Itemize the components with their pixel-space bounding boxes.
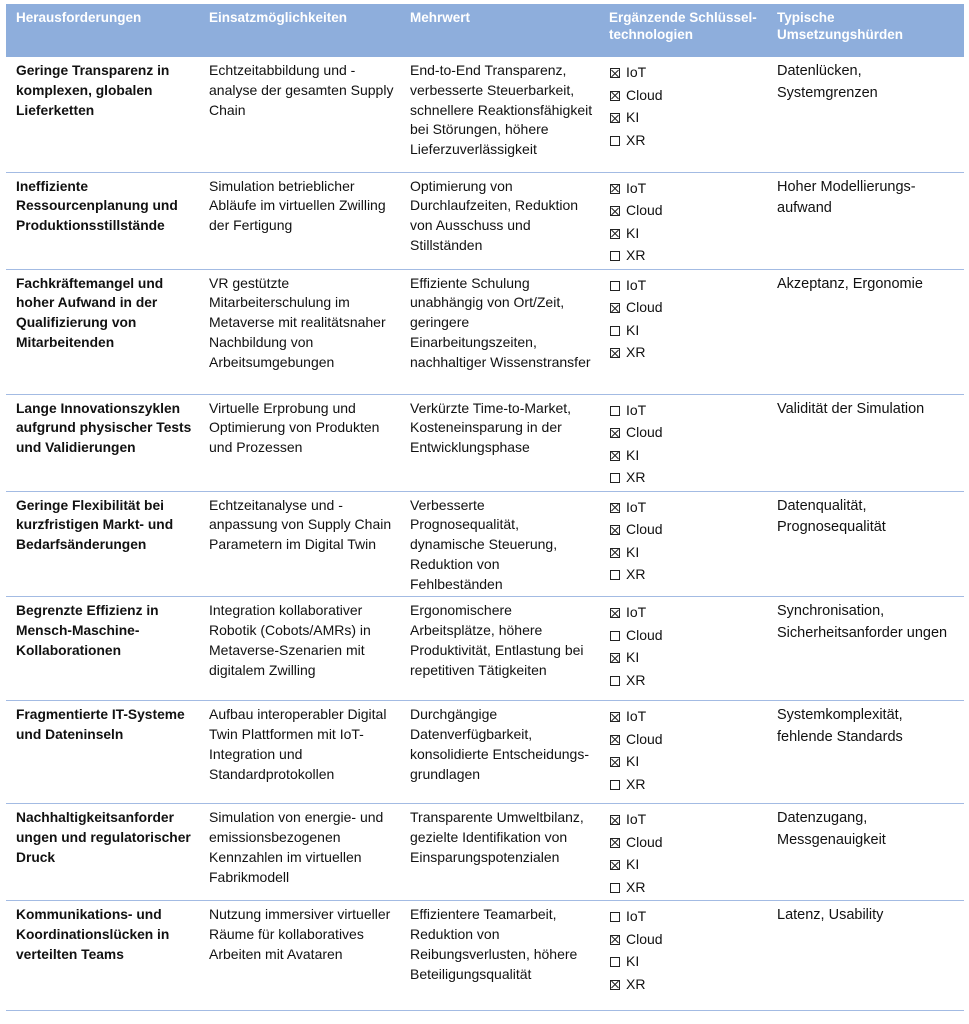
- technology-cell: [599, 701, 767, 804]
- technology-item: [609, 808, 761, 831]
- empty-checkbox-icon: [610, 136, 620, 146]
- technology-item: [609, 518, 761, 541]
- technology-label: Cloud: [626, 833, 663, 850]
- checked-checkbox-icon: [610, 653, 620, 663]
- technology-cell: [599, 491, 767, 597]
- technology-label: Cloud: [626, 730, 663, 747]
- header-challenges: Herausforderungen: [6, 4, 199, 57]
- technology-cell: [599, 57, 767, 172]
- technology-item: [609, 222, 761, 245]
- added-value-cell: Optimierung von Durchlaufzeiten, Reduktion von Ausschuss und Stillständen: [400, 172, 599, 269]
- checked-checkbox-icon: [610, 428, 620, 438]
- empty-checkbox-icon: [610, 912, 620, 922]
- hurdles-cell: Latenz, Usability: [767, 901, 964, 1011]
- technology-item: [609, 541, 761, 564]
- checked-checkbox-icon: [610, 935, 620, 945]
- use-case-cell: Aufbau interoperabler Digital Twin Plattformen mit IoT-Integration und Standardprotokollen: [199, 701, 400, 804]
- technology-label: KI: [626, 543, 640, 560]
- technology-label: XR: [626, 131, 646, 148]
- challenge-cell: Begrenzte Effizienz in Mensch-Maschine-Kollaborationen: [6, 597, 199, 701]
- technology-item: [609, 876, 761, 899]
- checked-checkbox-icon: [610, 91, 620, 101]
- technology-label: XR: [626, 975, 646, 992]
- technology-item: [609, 928, 761, 951]
- checked-checkbox-icon: [610, 980, 620, 990]
- use-case-cell: Simulation betrieblicher Abläufe im virtuellen Zwilling der Fertigung: [199, 172, 400, 269]
- empty-checkbox-icon: [610, 473, 620, 483]
- empty-checkbox-icon: [610, 780, 620, 790]
- technology-label: Cloud: [626, 299, 663, 315]
- technology-item: [609, 129, 761, 152]
- checked-checkbox-icon: [610, 838, 620, 848]
- added-value-cell: Verkürzte Time-to-Market, Kosteneinsparung in der Entwicklungsphase: [400, 394, 599, 491]
- checked-checkbox-icon: [610, 68, 620, 78]
- checked-checkbox-icon: [610, 860, 620, 870]
- technology-label: Cloud: [626, 202, 663, 218]
- checked-checkbox-icon: [610, 525, 620, 535]
- technology-label: KI: [626, 953, 640, 970]
- empty-checkbox-icon: [610, 251, 620, 261]
- technology-label: IoT: [626, 708, 647, 725]
- challenge-cell: Fragmentierte IT-Systeme und Dateninseln: [6, 701, 199, 804]
- technology-item: [609, 728, 761, 751]
- checked-checkbox-icon: [610, 503, 620, 513]
- technology-item: [609, 601, 761, 624]
- technology-item: [609, 773, 761, 796]
- use-case-cell: Echtzeitanalyse und -anpassung von Supply Chain Parametern im Digital Twin: [199, 491, 400, 597]
- technology-item: [609, 399, 761, 422]
- checked-checkbox-icon: [610, 712, 620, 722]
- checked-checkbox-icon: [610, 229, 620, 239]
- technology-item: [609, 973, 761, 996]
- technology-label: IoT: [626, 498, 647, 515]
- added-value-cell: Verbesserte Prognosequalität, dynamische Steuerung, Reduktion von Fehlbeständen: [400, 491, 599, 597]
- challenge-cell: Geringe Flexibilität bei kurzfristigen Markt- und Bedarfsänderungen: [6, 491, 199, 597]
- technology-item: [609, 341, 761, 364]
- table-body: [6, 57, 964, 1011]
- technology-item: [609, 624, 761, 647]
- hurdles-cell: Datenlücken, Systemgrenzen: [767, 57, 964, 172]
- added-value-cell: Durchgängige Datenverfügbarkeit, konsolidierte Entscheidungs-grundlagen: [400, 701, 599, 804]
- challenge-cell: Lange Innovationszyklen aufgrund physischer Tests und Validierungen: [6, 394, 199, 491]
- technology-item: [609, 61, 761, 84]
- added-value-cell: Effiziente Schulung unabhängig von Ort/Zeit, geringere Einarbeitungszeiten, nachhaltiger Wissenstransfer: [400, 269, 599, 394]
- checked-checkbox-icon: [610, 348, 620, 358]
- technology-label: XR: [626, 775, 646, 792]
- table-row: [6, 491, 964, 597]
- metaverse-challenges-table: [6, 4, 964, 1011]
- technology-cell: [599, 804, 767, 901]
- technology-label: Cloud: [626, 424, 663, 440]
- table-row: [6, 172, 964, 269]
- header-added-value: Mehrwert: [400, 4, 599, 57]
- technology-label: KI: [626, 649, 640, 666]
- technology-label: KI: [626, 224, 640, 241]
- technology-item: [609, 466, 761, 489]
- technology-item: [609, 496, 761, 519]
- technology-item: [609, 669, 761, 692]
- technology-item: [609, 244, 761, 267]
- technology-label: IoT: [626, 64, 647, 80]
- hurdles-cell: Hoher Modellierungs-aufwand: [767, 172, 964, 269]
- technology-label: KI: [626, 446, 640, 463]
- technology-label: KI: [626, 753, 640, 770]
- empty-checkbox-icon: [610, 883, 620, 893]
- challenge-cell: Kommunikations- und Koordinationslücken in verteilten Teams: [6, 901, 199, 1011]
- table-row: [6, 394, 964, 491]
- table-header: [6, 4, 964, 57]
- empty-checkbox-icon: [610, 570, 620, 580]
- technology-label: KI: [626, 109, 640, 125]
- table-row: [6, 57, 964, 172]
- technology-label: KI: [626, 856, 640, 873]
- header-use-cases: Einsatzmöglichkeiten: [199, 4, 400, 57]
- technology-label: Cloud: [626, 930, 663, 947]
- technology-item: [609, 950, 761, 973]
- technology-item: [609, 199, 761, 222]
- header-hurdles: Typische Umsetzungshürden: [767, 4, 964, 57]
- use-case-cell: Echtzeitabbildung und -analyse der gesamten Supply Chain: [199, 57, 400, 172]
- empty-checkbox-icon: [610, 406, 620, 416]
- added-value-cell: Effizientere Teamarbeit, Reduktion von Reibungsverlusten, höhere Beteiligungsqualität: [400, 901, 599, 1011]
- checked-checkbox-icon: [610, 303, 620, 313]
- hurdles-cell: Datenqualität, Prognosequalität: [767, 491, 964, 597]
- technology-label: Cloud: [626, 521, 663, 537]
- empty-checkbox-icon: [610, 957, 620, 967]
- technology-label: IoT: [626, 401, 647, 418]
- use-case-cell: Simulation von energie- und emissionsbezogenen Kennzahlen im virtuellen Fabrikmodell: [199, 804, 400, 901]
- technology-label: XR: [626, 469, 646, 485]
- technology-item: [609, 831, 761, 854]
- checked-checkbox-icon: [610, 451, 620, 461]
- checked-checkbox-icon: [610, 548, 620, 558]
- checked-checkbox-icon: [610, 113, 620, 123]
- hurdles-cell: Systemkomplexität, fehlende Standards: [767, 701, 964, 804]
- technology-cell: [599, 901, 767, 1011]
- checked-checkbox-icon: [610, 206, 620, 216]
- technology-item: [609, 421, 761, 444]
- technology-item: [609, 274, 761, 297]
- checked-checkbox-icon: [610, 757, 620, 767]
- challenge-cell: Ineffiziente Ressourcenplanung und Produktionsstillstände: [6, 172, 199, 269]
- checked-checkbox-icon: [610, 184, 620, 194]
- technology-item: [609, 84, 761, 107]
- technology-label: XR: [626, 878, 646, 895]
- challenge-cell: Fachkräftemangel und hoher Aufwand in der Qualifizierung von Mitarbeitenden: [6, 269, 199, 394]
- use-case-cell: Nutzung immersiver virtueller Räume für kollaboratives Arbeiten mit Avataren: [199, 901, 400, 1011]
- added-value-cell: Ergonomischere Arbeitsplätze, höhere Produktivität, Entlastung bei repetitiven Tätigkeiten: [400, 597, 599, 701]
- empty-checkbox-icon: [610, 281, 620, 291]
- empty-checkbox-icon: [610, 676, 620, 686]
- technology-label: KI: [626, 321, 640, 338]
- empty-checkbox-icon: [610, 326, 620, 336]
- table-row: [6, 701, 964, 804]
- hurdles-cell: Datenzugang, Messgenauigkeit: [767, 804, 964, 901]
- hurdles-cell: Akzeptanz, Ergonomie: [767, 269, 964, 394]
- table-row: [6, 804, 964, 901]
- hurdles-cell: Synchronisation, Sicherheitsanforder ungen: [767, 597, 964, 701]
- technology-label: IoT: [626, 179, 647, 196]
- technology-item: [609, 106, 761, 129]
- hurdles-cell: Validität der Simulation: [767, 394, 964, 491]
- table-row: [6, 269, 964, 394]
- use-case-cell: Virtuelle Erprobung und Optimierung von Produkten und Prozessen: [199, 394, 400, 491]
- challenge-cell: Nachhaltigkeitsanforder ungen und regulatorischer Druck: [6, 804, 199, 901]
- technology-item: [609, 705, 761, 728]
- checked-checkbox-icon: [610, 735, 620, 745]
- technology-label: Cloud: [626, 626, 663, 643]
- use-case-cell: VR gestützte Mitarbeiterschulung im Metaverse mit realitätsnaher Nachbildung von Arbeitsumgebungen: [199, 269, 400, 394]
- header-row: [6, 4, 964, 57]
- technology-item: [609, 750, 761, 773]
- technology-item: [609, 444, 761, 467]
- technology-item: [609, 296, 761, 319]
- technology-item: [609, 563, 761, 586]
- technology-label: IoT: [626, 276, 647, 293]
- use-case-cell: Integration kollaborativer Robotik (Cobots/AMRs) in Metaverse-Szenarien mit digitalem Zwilling: [199, 597, 400, 701]
- checked-checkbox-icon: [610, 815, 620, 825]
- technology-label: XR: [626, 344, 646, 360]
- technology-cell: [599, 172, 767, 269]
- technology-label: IoT: [626, 811, 647, 828]
- technology-label: IoT: [626, 604, 647, 621]
- technology-label: XR: [626, 566, 646, 582]
- technology-cell: [599, 597, 767, 701]
- technology-item: [609, 177, 761, 200]
- added-value-cell: Transparente Umweltbilanz, gezielte Identifikation von Einsparungspotenzialen: [400, 804, 599, 901]
- technology-label: IoT: [626, 908, 647, 925]
- table-row: [6, 597, 964, 701]
- technology-item: [609, 319, 761, 342]
- technology-label: XR: [626, 247, 646, 263]
- technology-label: Cloud: [626, 86, 663, 103]
- header-key-technologies: Ergänzende Schlüssel-technologien: [599, 4, 767, 57]
- table-row: [6, 901, 964, 1011]
- technology-item: [609, 853, 761, 876]
- technology-cell: [599, 269, 767, 394]
- technology-label: XR: [626, 671, 646, 688]
- technology-item: [609, 905, 761, 928]
- challenge-cell: Geringe Transparenz in komplexen, globalen Lieferketten: [6, 57, 199, 172]
- technology-item: [609, 646, 761, 669]
- empty-checkbox-icon: [610, 631, 620, 641]
- technology-cell: [599, 394, 767, 491]
- added-value-cell: End-to-End Transparenz, verbesserte Steuerbarkeit, schnellere Reaktionsfähigkeit bei Störungen, höhere Lieferzuverlässigkeit: [400, 57, 599, 172]
- checked-checkbox-icon: [610, 608, 620, 618]
